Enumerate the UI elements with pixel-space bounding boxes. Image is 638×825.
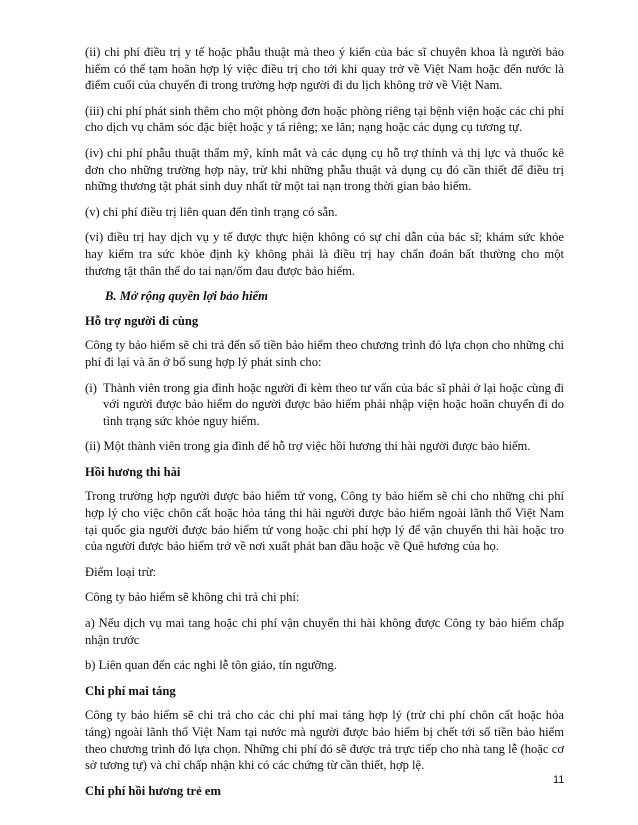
paragraph-exclusion-v: (v) chi phí điều trị liên quan đến tình trạng có sẵn.: [85, 204, 338, 219]
list-item-text: Thành viên trong gia đình hoặc người đi kèm theo tư vấn của bác sĩ phải ở lại hoặc cùng đi với người được bảo hiểm do người được bảo hiểm phải nhập viện hoặc hoãn chuyến đi do tình trạng sức khỏe nguy hiểm.: [103, 380, 564, 428]
companion-intro: Công ty bảo hiểm sẽ chi trả đến số tiền bảo hiểm theo chương trình đó lựa chọn cho những chi phí đi lại và ăn ở bổ sung hợp lý phát sinh cho:: [85, 338, 564, 369]
section-b-heading: B. Mở rộng quyền lợi bảo hiểm: [105, 289, 268, 304]
repatriation-heading: Hồi hương thi hài: [85, 464, 181, 479]
funeral-heading: Chi phí mai táng: [85, 683, 176, 698]
exclusions-intro: Công ty bảo hiểm sẽ không chi trả chi phí:: [85, 590, 300, 605]
companion-heading: Hỗ trợ người đi cùng: [85, 313, 199, 328]
children-repatriation-heading: Chi phí hồi hương trẻ em: [85, 783, 221, 798]
document-page: [85, 44, 564, 807]
companion-item-i: [85, 380, 564, 430]
funeral-body: Công ty bảo hiểm sẽ chi trả cho các chi phí mai táng hợp lý (trừ chi phí chôn cất hoặc hỏa táng) ngoài lãnh thổ Việt Nam tại nước mà người được bảo hiểm bị chết tới số tiền bảo hiểm theo chương trình đó lựa chọn. Những chi phí đó sẽ được trả trực tiếp cho nhà tang lễ (hoặc cơ sở tương tự) và chỉ chấp nhận khi có các chứng từ cần thiết, hợp lệ.: [85, 708, 564, 773]
paragraph-exclusion-ii: (ii) chi phí điều trị y tế hoặc phẫu thuật mà theo ý kiến của bác sĩ chuyên khoa là người bảo hiểm có thể tạm hoãn hợp lý việc điều trị cho tới khi quay trở về Việt Nam hoặc đến nước là điểm cuối của chuyến đi trong trường hợp người đi du lịch không trở về Việt Nam.: [85, 45, 564, 93]
page-number: 11: [553, 774, 565, 786]
exclusion-a: a) Nếu dịch vụ mai tang hoặc chi phí vận chuyển thi hài không được Công ty bảo hiểm chấp nhận trước: [85, 616, 564, 647]
paragraph-exclusion-iii: (iii) chi phí phát sinh thêm cho một phòng đơn hoặc phòng riêng tại bệnh viện hoặc các chi phí cho dịch vụ chăm sóc đặc biệt hoặc y tá riêng; xe lăn; nạng hoặc các dụng cụ tương tự.: [85, 103, 564, 135]
exclusion-b: b) Liên quan đến các nghi lễ tôn giáo, tín ngưỡng.: [85, 658, 338, 673]
paragraph-exclusion-iv: (iv) chi phí phẫu thuật thẩm mỹ, kính mắt và các dụng cụ hỗ trợ thính và thị lực và thuốc kê đơn cho những trường hợp này, trừ khi những phẫu thuật và dụng cụ đó cần thiết để điều trị những thương tật phát sinh duy nhất từ một tai nạn trong thời gian bảo hiểm.: [85, 145, 564, 194]
exclusions-label: Điểm loại trừ:: [85, 564, 157, 579]
paragraph-exclusion-vi: (vi) điều trị hay dịch vụ y tế được thực hiện không có sự chỉ dẫn của bác sĩ; khám sức khỏe hay kiểm tra sức khỏe định kỳ không phải là điều trị hay chẩn đoán bất thường cho một thương tật thân thể do tai nạn/ốm đau được bảo hiểm.: [85, 230, 564, 278]
repatriation-body: Trong trường hợp người được bảo hiểm tử vong, Công ty bảo hiểm sẽ chi cho những chi phí hợp lý cho việc chôn cất hoặc hỏa táng thi hài người được bảo hiểm ngoài lãnh thổ Việt Nam tại quốc gia người được bảo hiểm tử vong hoặc chi phí hợp lý để vận chuyển thi hài hoặc tro của người được bảo hiểm trở về nơi xuất phát ban đầu hoặc về Quê hương của họ.: [85, 489, 564, 554]
list-marker: (i): [85, 380, 97, 395]
companion-item-ii: (ii) Một thành viên trong gia đình để hỗ trợ việc hồi hương thi hài người được bảo hiểm.: [85, 439, 531, 454]
